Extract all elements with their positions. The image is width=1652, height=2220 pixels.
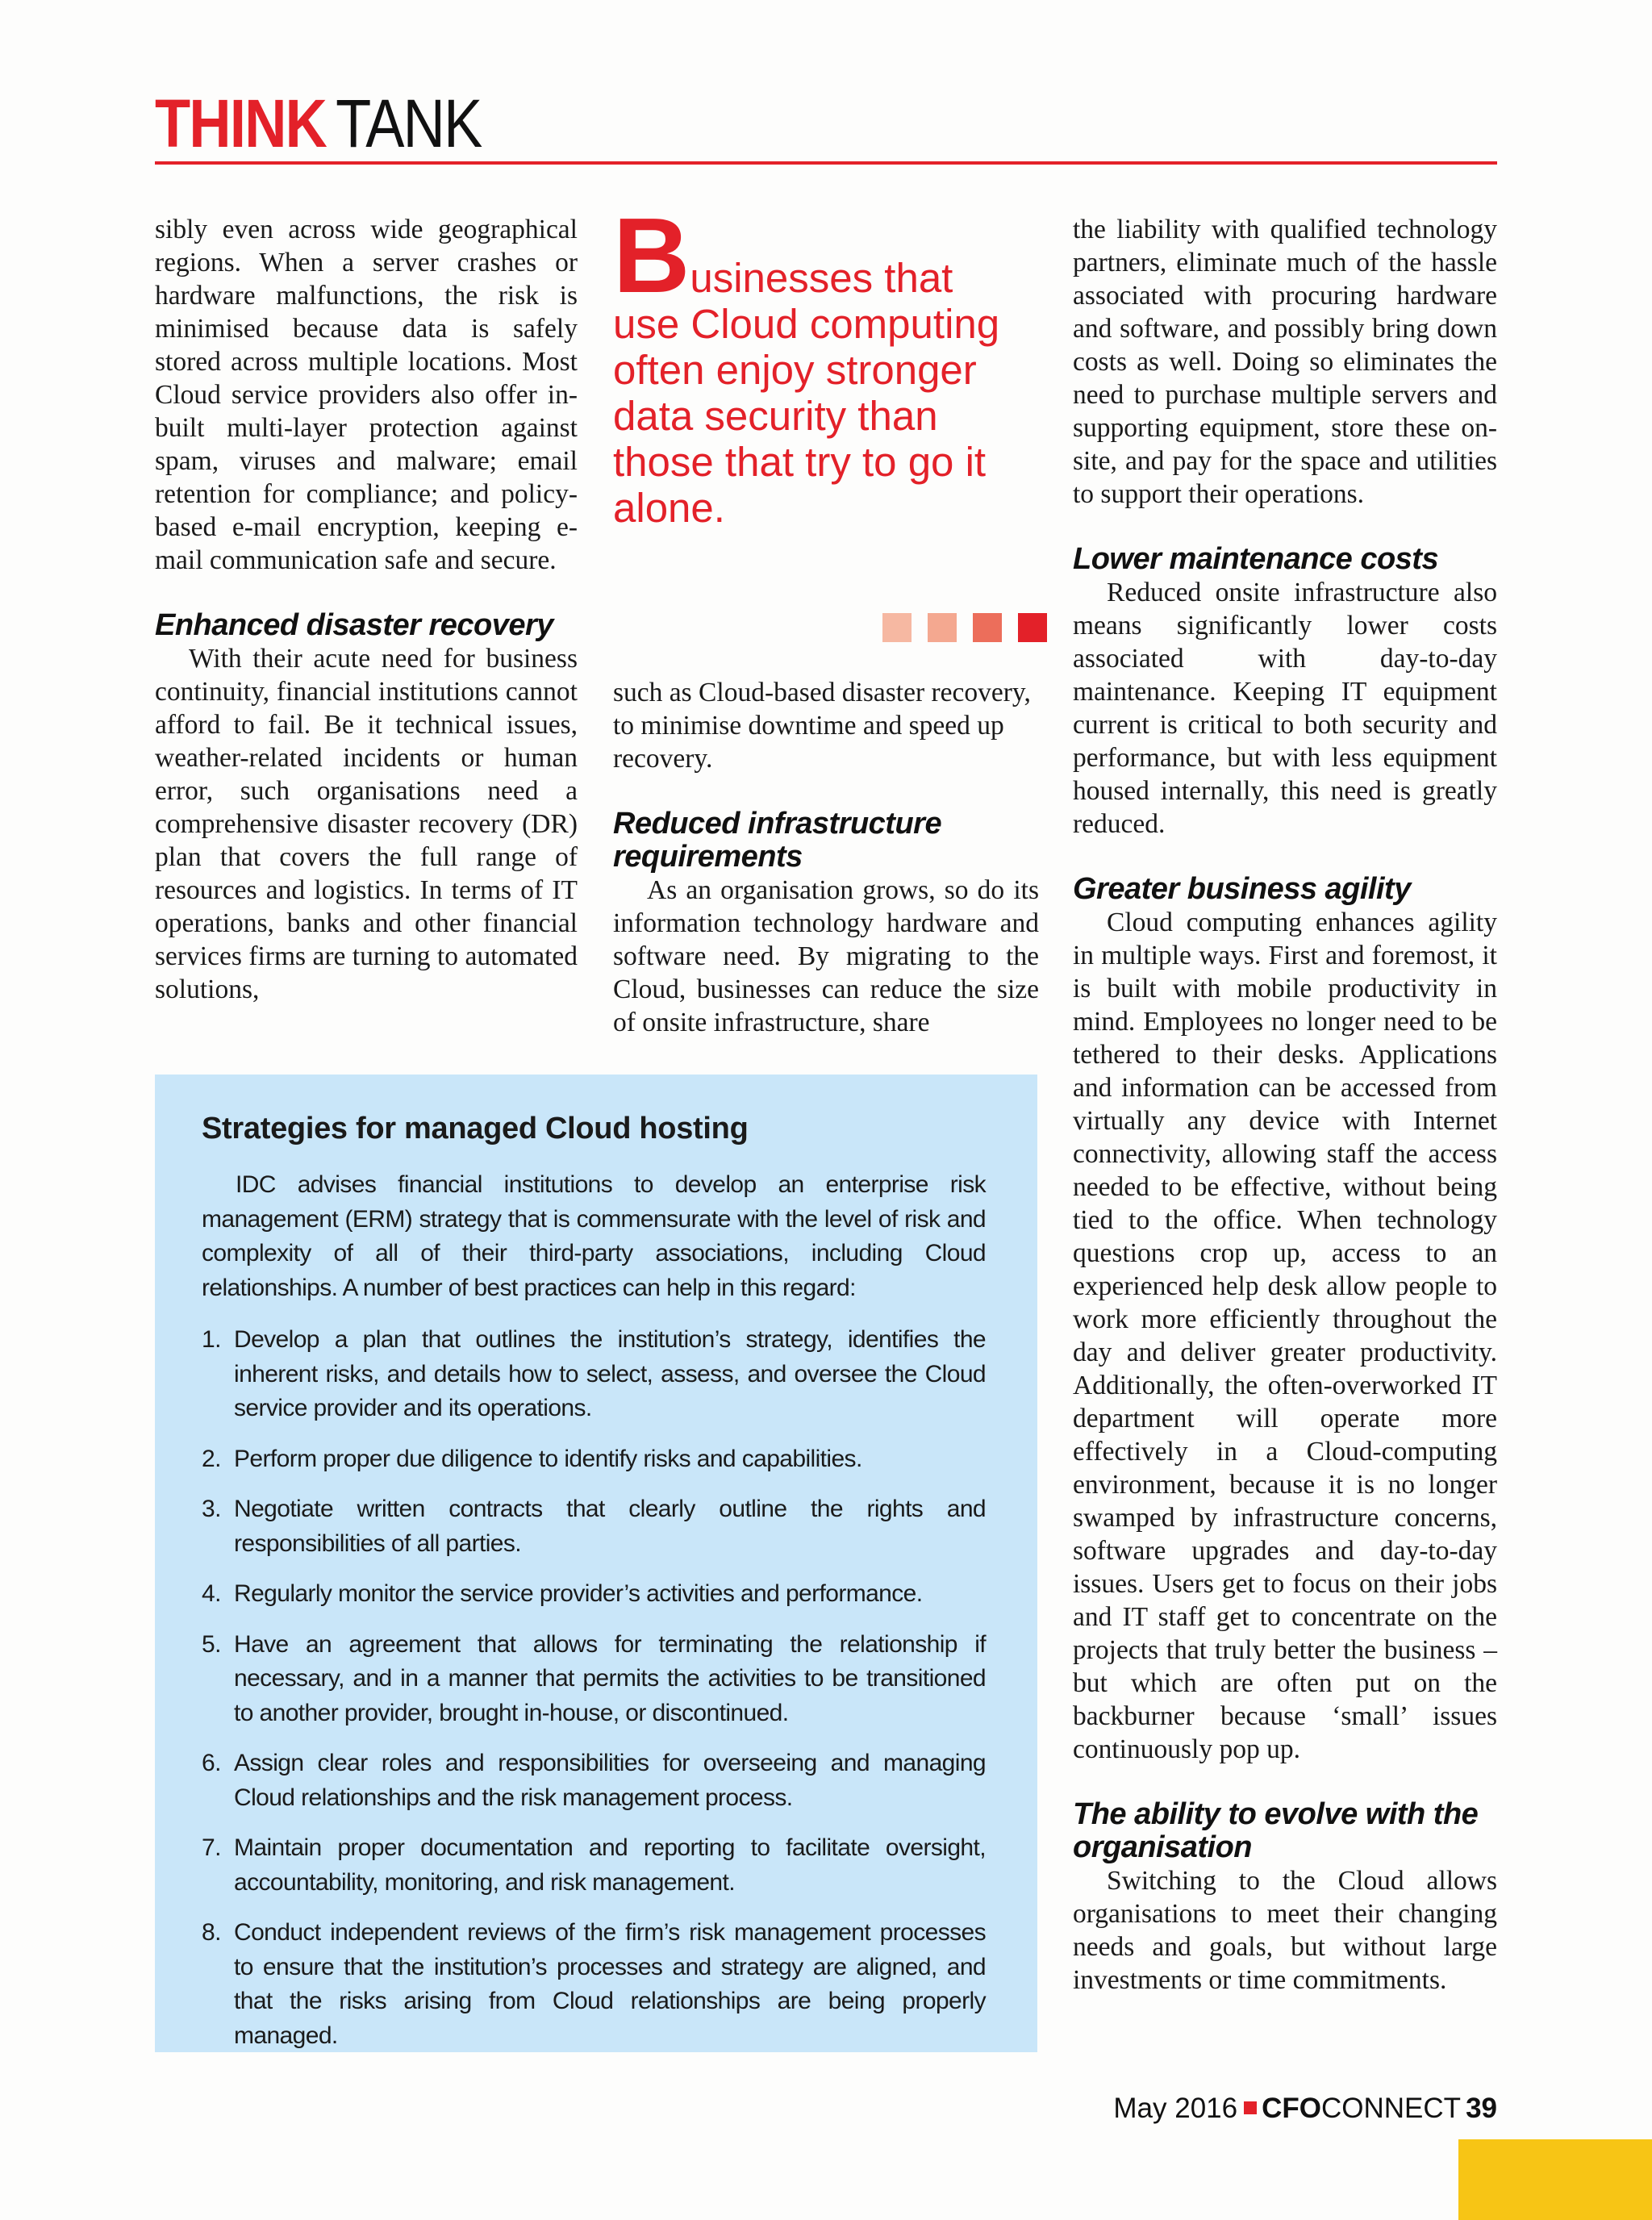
subhead-disaster-recovery: Enhanced disaster recovery: [155, 608, 553, 642]
list-item: [202, 1628, 986, 1731]
list-item: [202, 1323, 986, 1426]
column-2: [613, 676, 1039, 1039]
page-number: 39: [1466, 2093, 1497, 2124]
sidebar-intro: IDC advises financial institutions to develop an enterprise risk management (ERM) strategy that is commensurate with the level of risk and complexity of all of their third-party associations, including Cloud relationships. A number of best practices can help in this regard:: [202, 1171, 986, 1301]
subhead-maintenance: Lower maintenance costs: [1073, 542, 1439, 576]
list-text: Regularly monitor the service provider’s activities and performance.: [234, 1580, 923, 1607]
list-item: [202, 1916, 986, 2053]
list-number: 3.: [202, 1496, 221, 1522]
list-item: [202, 1442, 986, 1477]
evolve-paragraph: Switching to the Cloud allows organisations to meet their changing needs and goals, but without large investments or time commitments.: [1073, 1866, 1497, 1995]
agility-paragraph: Cloud computing enhances agility in multiple ways. First and foremost, it is built with mobile productivity in mind. Employees no longer need to be tethered to their desks. Applications and information can be accessed from virtually any device with Internet connectivity, allowing staff the access needed to be effective, without being tied to the office. When technology questions crop up, access to an experienced help desk allow people to work more efficiently throughout the day and deliver greater productivity. Additionally, the often-overworked IT department will operate more effectively in a Cloud-computing environment, because it is no longer swamped by infrastructure concerns, software upgrades and day-to-day issues. Users get to focus on their jobs and IT staff get to concentrate on the projects that truly better the business – but which are often put on the backburner because ‘small’ issues continuously pop up.: [1073, 908, 1497, 1764]
square: [1018, 613, 1047, 642]
list-item: [202, 1831, 986, 1900]
list-number: 1.: [202, 1326, 221, 1353]
subhead-evolve: The ability to evolve with the organisation: [1073, 1797, 1479, 1864]
col1-paragraph: sibly even across wide geographical regions. When a server crashes or hardware malfunctions, the risk is minimised because data is safely stored across multiple locations. Most Cloud service providers also offer in-built multi-layer protection against spam, viruses and malware; email retention for compliance; and policy-based e-mail encryption, keeping e-mail communication safe and secure.: [155, 215, 578, 575]
infrastructure-paragraph: As an organisation grows, so do its information technology hardware and software need. By migrating to the Cloud, businesses can reduce the size of onsite infrastructure, share: [613, 875, 1039, 1037]
list-text: Have an agreement that allows for terminating the relationship if necessary, and in a manner that permits the activities to be transitioned to another provider, brought in-house, or discontinued.: [234, 1630, 986, 1726]
list-number: 8.: [202, 1919, 221, 1946]
col2-paragraph: such as Cloud-based disaster recovery, to minimise downtime and speed up recovery.: [613, 678, 1031, 774]
list-number: 5.: [202, 1630, 221, 1658]
column-3: [1073, 213, 1497, 1997]
disaster-recovery-paragraph: With their acute need for business continuity, financial institutions cannot afford to fail. Be it technical issues, weather-related incidents or human error, such organisations need a comprehensive disaster recovery (DR) plan that covers the full range of resources and logistics. In terms of IT operations, banks and other financial services firms are turning to automated solutions,: [155, 644, 578, 1004]
issue-date: May 2016: [1113, 2093, 1238, 2124]
subhead-agility: Greater business agility: [1073, 872, 1411, 906]
col3-paragraph: the liability with qualified technology partners, eliminate much of the hassle associated with procuring hardware and software, and possibly bring down costs as well. Doing so eliminates the need to purchase multiple servers and supporting equipment, store these on-site, and pay for the space and utilities to support their operations.: [1073, 215, 1497, 509]
subhead-infrastructure: Reduced infrastructure requirements: [613, 807, 942, 874]
list-text: Assign clear roles and responsibilities for overseeing and managing Cloud relationships and the risk management process.: [234, 1750, 986, 1811]
list-text: Negotiate written contracts that clearly outline the rights and responsibilities of all parties.: [234, 1496, 986, 1557]
list-number: 6.: [202, 1750, 221, 1776]
pull-quote-dropcap: B: [613, 196, 690, 315]
list-item: [202, 1577, 986, 1612]
page-footer: [1113, 2091, 1497, 2126]
list-item: [202, 1746, 986, 1815]
brand-cfo: CFO: [1262, 2093, 1321, 2124]
list-text: Conduct independent reviews of the firm’s risk management processes to ensure that the institution’s processes and strategy are aligned, and that the risks arising from Cloud relationships are being properly managed.: [234, 1919, 986, 2049]
column-1: [155, 213, 578, 1006]
corner-tab: [1458, 2139, 1652, 2220]
brand-connect: CONNECT: [1321, 2093, 1462, 2124]
red-square-icon: [1244, 2101, 1257, 2114]
maintenance-paragraph: Reduced onsite infrastructure also means significantly lower costs associated with day-to-day maintenance. Keeping IT equipment current is critical to both security and performance, but with less equipment housed internally, this need is greatly reduced.: [1073, 578, 1497, 839]
list-text: Develop a plan that outlines the institution’s strategy, identifies the inherent risks, and details how to select, assess, and oversee the Cloud service provider and its operations.: [234, 1326, 986, 1421]
list-text: Maintain proper documentation and reporting to facilitate oversight, accountability, monitoring, and risk management.: [234, 1834, 986, 1896]
sidebar-box: [155, 1075, 1037, 2052]
header-rule: [155, 161, 1497, 165]
square: [928, 613, 957, 642]
kicker-think: THINK: [155, 86, 327, 161]
list-text: Perform proper due diligence to identify risks and capabilities.: [234, 1445, 862, 1472]
kicker-tank: TANK: [336, 86, 482, 161]
square: [882, 613, 912, 642]
square: [973, 613, 1002, 642]
decorative-squares: [882, 613, 1047, 642]
sidebar-list: [202, 1323, 986, 2053]
list-number: 2.: [202, 1445, 221, 1472]
pull-quote: [613, 196, 1016, 531]
list-item: [202, 1492, 986, 1561]
section-kicker: [155, 87, 482, 160]
list-number: 7.: [202, 1834, 221, 1861]
sidebar-title: Strategies for managed Cloud hosting: [202, 1112, 749, 1145]
list-number: 4.: [202, 1580, 221, 1607]
pull-quote-text: usinesses that use Cloud computing often enjoy stronger data security than those that try to go it alone.: [613, 255, 1000, 531]
